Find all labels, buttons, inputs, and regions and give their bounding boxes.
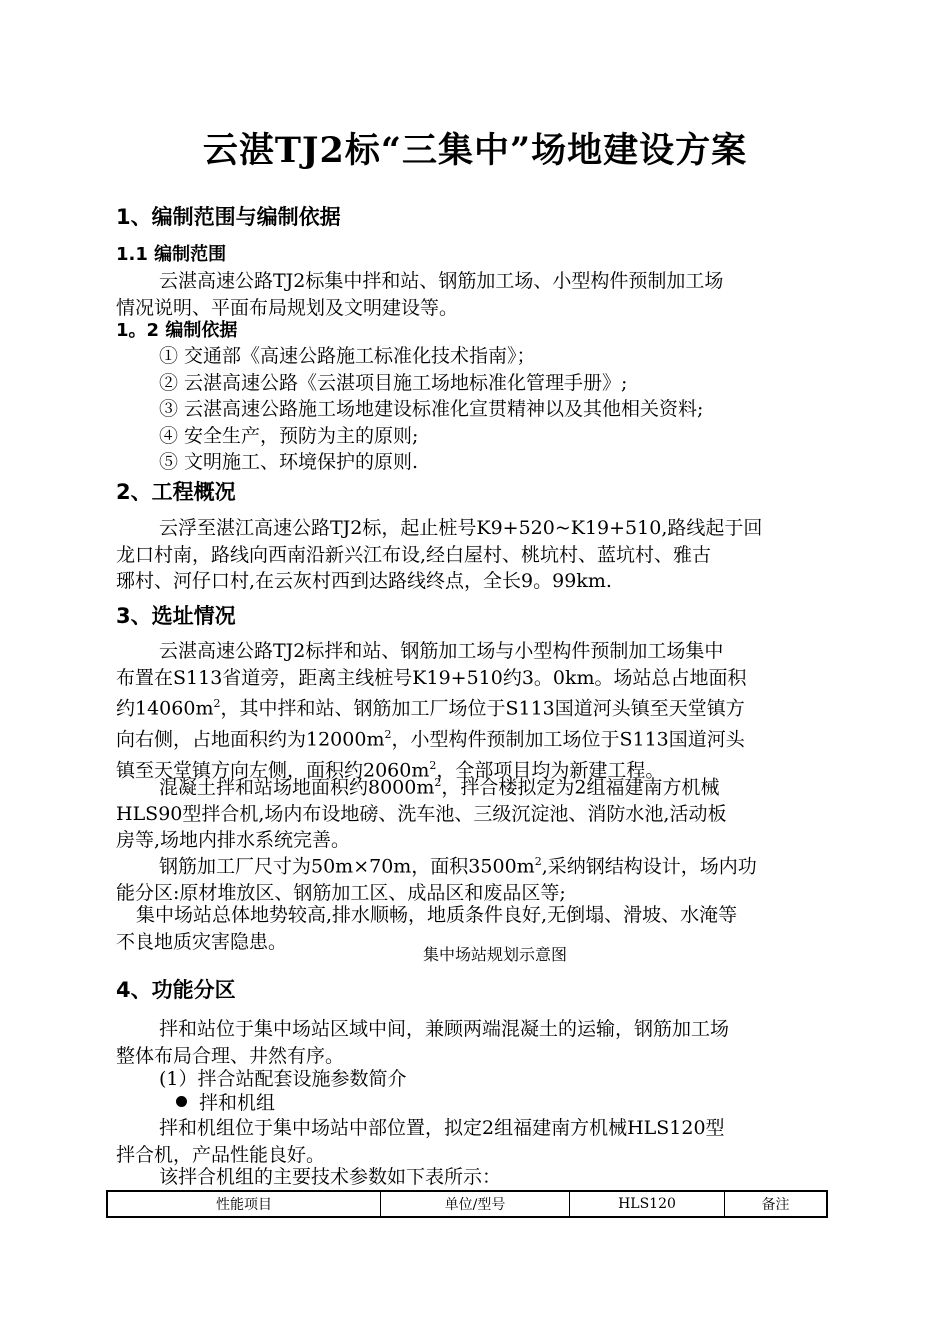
text-line: 集中场站总体地势较高,排水顺畅，地质条件良好,无倒塌、滑坡、水淹等 [136, 904, 738, 926]
section-2-paragraph [116, 515, 832, 595]
document-title: 云湛TJ2标“三集中”场地建设方案 [202, 130, 748, 171]
superscript: 2 [384, 727, 392, 741]
text-fragment: 钢筋加工厂尺寸为50m×70m，面积3500m [159, 855, 535, 878]
text-fragment: ，其中拌和站、钢筋加工厂场位于S113国道河头镇至天堂镇方 [220, 697, 745, 720]
text-line: 拌和机组位于集中场站中部位置，拟定2组福建南方机械HLS120型 [159, 1117, 725, 1139]
text-line [116, 770, 832, 801]
section-4-paragraph-2 [116, 1115, 832, 1168]
text-line: 不良地质灾害隐患。 [116, 930, 288, 953]
section-3-paragraph-3 [116, 849, 832, 906]
figure-caption: 集中场站规划示意图 [422, 945, 567, 964]
bullet-dot-icon [176, 1096, 187, 1107]
text-fragment: ，小型构件预制加工场位于S113国道河头 [391, 728, 745, 751]
text-line: 整体布局合理、井然有序。 [116, 1044, 345, 1067]
text-line: 情况说明、平面布局规划及文明建设等。 [116, 296, 459, 319]
text-fragment: 向右侧，占地面积约为12000m [116, 728, 385, 751]
superscript: 2 [429, 758, 437, 772]
table-header-cell: 性能项目 [107, 1191, 381, 1217]
text-fragment: ，全部项目均为新建工程。 [436, 758, 665, 781]
text-line: 能分区:原材堆放区、钢筋加工区、成品区和废品区等; [116, 881, 566, 904]
section-1-2-heading: 1。2 编制依据 [116, 320, 238, 341]
superscript: 2 [213, 697, 221, 710]
text-fragment: ,采纳钢结构设计，场内功 [541, 855, 757, 878]
text-line: HLS90型拌合机,场内布设地磅、洗车池、三级沉淀池、消防水池,活动板 [116, 802, 727, 825]
list-item: ③ 云湛高速公路施工场地建设标准化宣贯精神以及其他相关资料; [159, 398, 704, 420]
list-item: ① 交通部《高速公路施工标准化技术指南》； [159, 345, 536, 367]
section-1-2-list [116, 343, 832, 476]
text-fragment: 镇至天堂镇方向左侧，面积约2060m [116, 758, 430, 781]
list-item: ⑤ 文明施工、环境保护的原则. [159, 451, 419, 473]
superscript: 2 [534, 855, 542, 868]
table-header-cell: 备注 [725, 1191, 828, 1217]
text-fragment: 约14060m [116, 697, 214, 720]
list-item: ② 云湛高速公路《云湛项目施工场地标准化管理手册》; [159, 371, 628, 394]
text-line: 拌和站位于集中场站区域中间，兼顾两端混凝土的运输，钢筋加工场 [159, 1018, 730, 1040]
section-4-item-1 [116, 1066, 832, 1093]
list-item: ④ 安全生产，预防为主的原则; [159, 424, 419, 447]
text-line: 云湛高速公路TJ2标集中拌和站、钢筋加工场、小型构件预制加工场 [159, 270, 724, 292]
section-4-heading: 4、功能分区 [116, 978, 236, 1002]
section-1-heading: 1、编制范围与编制依据 [116, 205, 341, 229]
bullet-label: 拌和机组 [199, 1092, 276, 1114]
table-header-cell: HLS120 [570, 1191, 725, 1217]
text-line: 云湛高速公路TJ2标拌和站、钢筋加工场与小型构件预制加工场集中 [159, 640, 724, 662]
section-3-heading: 3、选址情况 [116, 604, 236, 628]
text-line: 房等,场地内排水系统完善。 [116, 829, 351, 852]
section-1-1-heading: 1.1 编制范围 [116, 244, 227, 265]
section-3-paragraph-2 [116, 770, 832, 854]
table-header-cell: 单位/型号 [381, 1191, 570, 1217]
section-1-1-paragraph [116, 268, 832, 321]
parameters-table [106, 1190, 828, 1218]
text-line [116, 691, 832, 722]
text-line [116, 849, 832, 880]
bullet-item [176, 1090, 275, 1116]
text-fragment: ，拌合楼拟定为2组福建南方机械 [441, 776, 720, 799]
text-fragment: 混凝土拌和站场地面积约8000m [159, 776, 435, 799]
text-line: 琊村、河仔口村,在云灰村西到达路线终点，全长9。99km. [116, 570, 612, 592]
text-line: 龙口村南，路线向西南沿新兴江布设,经白屋村、桃坑村、蓝坑村、雅古 [116, 543, 712, 566]
text-line: (1）拌合站配套设施参数简介 [159, 1068, 407, 1090]
table-header-row [107, 1191, 827, 1217]
text-line: 布置在S113省道旁，距离主线桩号K19+510约3。0km。场站总占地面积 [116, 666, 747, 689]
text-line: 该拌合机组的主要技术参数如下表所示： [159, 1166, 502, 1188]
section-4-paragraph-3 [116, 1164, 832, 1191]
text-line: 拌合机，产品性能良好。 [116, 1143, 326, 1166]
section-2-heading: 2、工程概况 [116, 480, 236, 504]
section-3-paragraph-1 [116, 638, 832, 783]
superscript: 2 [434, 776, 442, 789]
text-line: 云浮至湛江高速公路TJ2标，起止桩号K9+520~K19+510,路线起于回 [159, 517, 763, 539]
text-line [116, 722, 832, 753]
section-4-paragraph-1 [116, 1016, 832, 1069]
